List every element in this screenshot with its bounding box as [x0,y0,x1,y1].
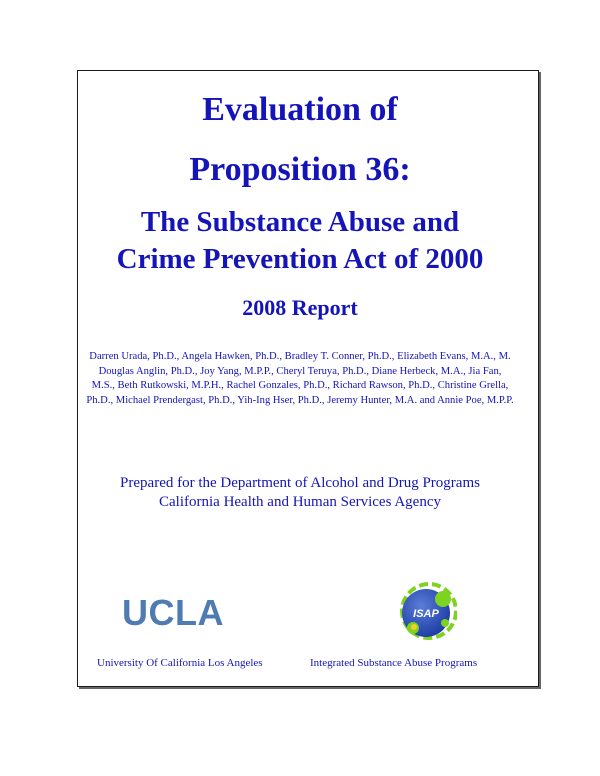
author-list: Darren Urada, Ph.D., Angela Hawken, Ph.D., Bradley T. Conner, Ph.D., Elizabeth Evans, M.A., M. Douglas Anglin, Ph.D., Joy Yang, M.P.P., Cheryl Teruya, Ph.D., Diane Herbeck, M.A., Jia Fan, M.S., Beth Rutkowski, M.P.H., Rachel Gonzales, Ph.D., Richard Rawson, Ph.D., Christine Grella, Ph.D., Michael Prendergast, Ph.D., Yih-Ing Hser, Ph.D., Jeremy Hunter, M.A. and Annie Poe, M.P.P. [86,351,514,406]
footer-isap-label: Integrated Substance Abuse Programs [310,657,478,669]
subtitle-line-1: The Substance Abuse and [140,206,460,238]
subtitle-line-2: Crime Prevention Act of 2000 [116,243,484,275]
prepared-for-line-2: California Health and Human Services Agency [159,494,441,510]
report-year-label: 2008 Report [242,295,358,320]
footer-ucla-label: University Of California Los Angeles [97,657,263,669]
ucla-logo: UCLA [122,592,224,633]
isap-green-dot [435,591,451,607]
prepared-for-line-1: Prepared for the Department of Alcohol and Drug Programs [120,475,480,491]
isap-logo [395,582,457,644]
title-line-1: Evaluation of [202,91,398,128]
isap-logo-text: ISAP [413,608,439,620]
title-line-2: Proposition 36: [189,151,411,188]
isap-green-dot [441,619,449,627]
isap-yellow-dot [411,624,417,630]
